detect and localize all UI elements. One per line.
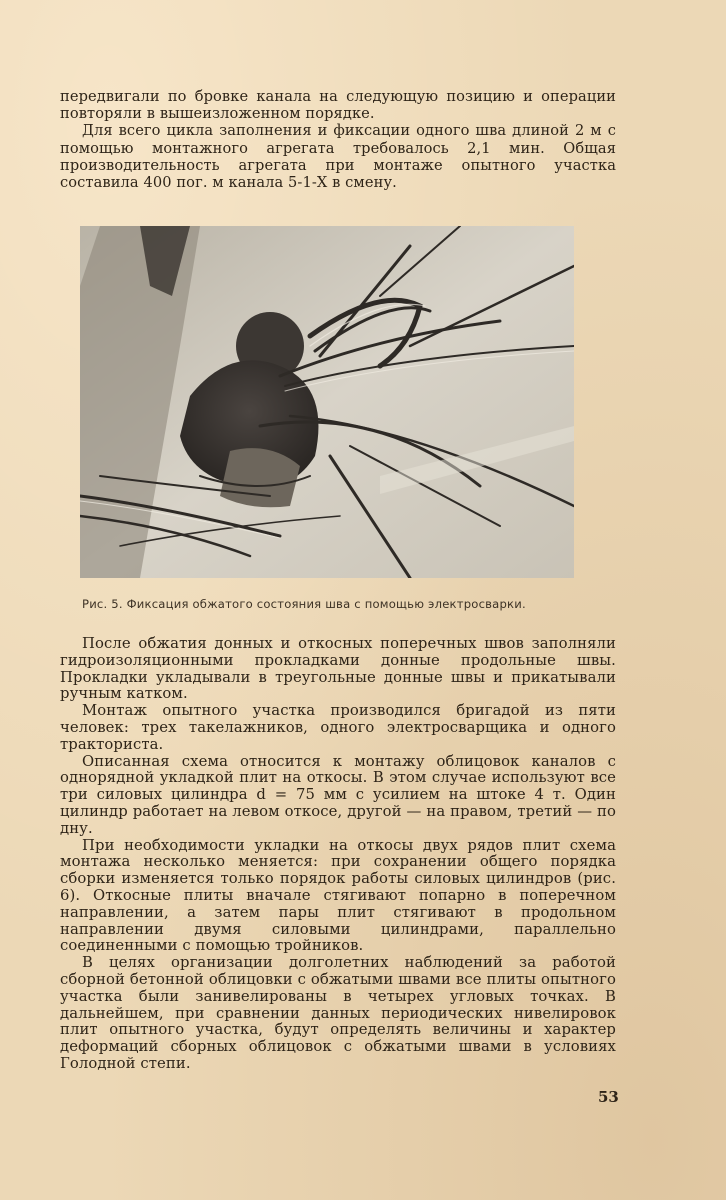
paragraph: передвигали по бровке канала на следующую позицию и операции повторяли в вышеизложенном порядке. — [60, 88, 616, 123]
figure-caption: Рис. 5. Фиксация обжатого состояния шва с помощью электросварки. — [82, 597, 526, 611]
figure-photo — [80, 226, 574, 578]
paragraph: После обжатия донных и откосных поперечных швов заполняли гидроизоляционными прокладками донные продольные швы. Прокладки укладывали в треугольные донные швы и прикатывали ручным катком. — [60, 635, 616, 703]
bottom-text-block — [60, 636, 616, 1073]
paragraph: Монтаж опытного участка производился бригадой из пяти человек: трех такелажников, одного электросварщика и одного тракториста. — [60, 702, 616, 753]
paragraph: В целях организации долголетних наблюдений за работой сборной бетонной облицовки с обжатыми швами все плиты опытного участка были занивелированы в четырех угловых точках. В дальнейшем, при сравнении данных периодических нивелировок плит опытного участка, будут определять величины и характер деформаций сборных облицовок с обжатыми швами в условиях Голодной степи. — [60, 954, 616, 1072]
page-number: 53 — [598, 1088, 619, 1106]
paragraph: При необходимости укладки на откосы двух рядов плит схема монтажа несколько меняется: при сохранении общего порядка сборки изменяется только порядок работы силовых цилиндров (рис. 6). Откосные плиты вначале стягивают попарно в поперечном направлении, а затем пары плит стягивают в продольном направлении двумя силовыми цилиндрами, параллельно соединенными с помощью тройников. — [60, 836, 616, 955]
top-text-block — [60, 88, 616, 191]
paragraph: Для всего цикла заполнения и фиксации одного шва длиной 2 м с помощью монтажного агрегата требовалось 2,1 мин. Общая производительность агрегата при монтаже опытного участка составила 400 пог. м канала 5-1-X в смену. — [60, 122, 616, 192]
welding-photo — [80, 226, 574, 578]
paragraph: Описанная схема относится к монтажу облицовок каналов с однорядной укладкой плит на откосы. В этом случае используют все три силовых цилиндра d = 75 мм с усилием на штоке 4 т. Один цилиндр работает на левом откосе, другой — на правом, третий — по дну. — [60, 752, 616, 837]
